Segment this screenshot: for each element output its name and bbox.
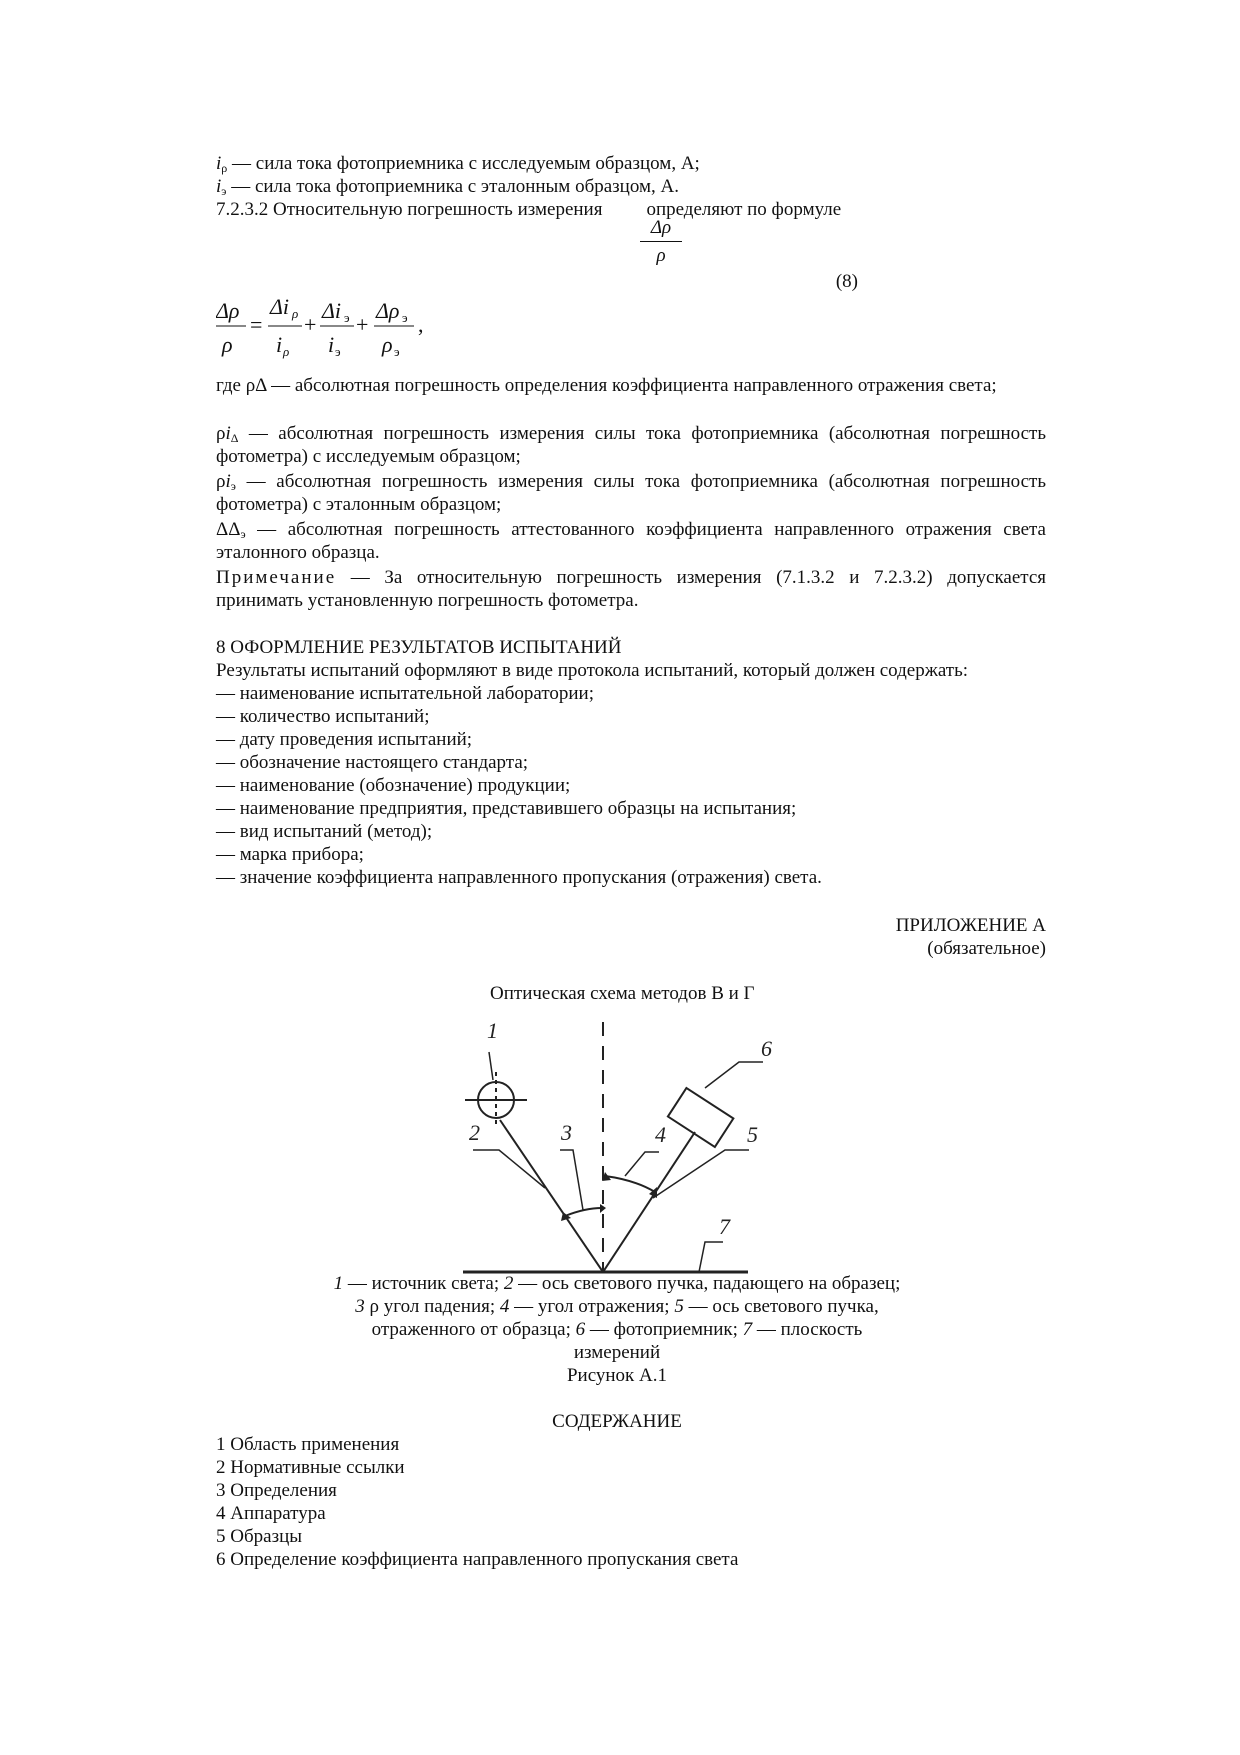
where-item bbox=[188, 518, 1046, 564]
symbol: i bbox=[216, 153, 222, 174]
section-8-title: 8 ОФОРМЛЕНИЕ РЕЗУЛЬТАТОВ ИСПЫТАНИЙ bbox=[216, 637, 622, 658]
definition-text: — сила тока фотоприемника с эталонным образцом, А. bbox=[226, 176, 679, 197]
list-item: — вид испытаний (метод); bbox=[216, 821, 433, 842]
definition-text: — сила тока фотоприемника с исследуемым образцом, А; bbox=[227, 153, 700, 174]
contents-item[interactable]: 2 Нормативные ссылки bbox=[216, 1457, 405, 1478]
where-subscript: э bbox=[230, 479, 236, 493]
where-symbol: где ρΔ bbox=[216, 375, 267, 396]
formula-sub: ρ bbox=[283, 344, 290, 359]
subscript: ρ bbox=[221, 161, 228, 175]
figure-caption-line: отраженного от образца; 6 — фотоприемник; 7 — плоскость bbox=[371, 1319, 863, 1340]
contents-title: СОДЕРЖАНИЕ bbox=[552, 1411, 682, 1432]
subscript: э bbox=[221, 184, 227, 198]
formula-sub: э bbox=[344, 310, 350, 325]
where-symbol: ρi bbox=[216, 423, 231, 444]
list-item: — марка прибора; bbox=[216, 844, 364, 865]
figure-label: 1 bbox=[487, 1018, 498, 1043]
note-label: Примечание bbox=[216, 567, 337, 588]
leader-line bbox=[625, 1152, 659, 1176]
definition-i-rho bbox=[188, 152, 1046, 175]
list-item: — наименование (обозначение) продукции; bbox=[216, 775, 571, 796]
figure-caption-line: измерений bbox=[573, 1342, 661, 1363]
formula-term: Δi bbox=[270, 294, 290, 319]
leader-line bbox=[705, 1062, 763, 1088]
reflection-angle-arc bbox=[605, 1176, 655, 1192]
where-item bbox=[188, 470, 1046, 516]
formula-sub: э bbox=[394, 344, 400, 359]
figure-title: Оптическая схема методов В и Г bbox=[490, 983, 755, 1004]
figure-caption-line: 1 — источник света; 2 — ось светового пучка, падающего на образец; bbox=[333, 1273, 901, 1294]
formula-comma: , bbox=[418, 312, 424, 337]
clause-text-a: 7.2.3.2 Относительную погрешность измерения bbox=[216, 199, 603, 220]
where-subscript: э bbox=[240, 527, 246, 541]
formula-term: i bbox=[328, 332, 335, 357]
where-item bbox=[188, 374, 1046, 397]
where-text: — абсолютная погрешность измерения силы тока фотоприемника (абсолютная погрешность фотометра) с исследуемым образцом; bbox=[216, 423, 1046, 467]
contents-item[interactable]: 6 Определение коэффициента направленного пропускания света bbox=[216, 1549, 739, 1570]
where-text: — абсолютная погрешность измерения силы тока фотоприемника (абсолютная погрешность фотометра) с эталонным образцом; bbox=[216, 471, 1046, 515]
where-symbol: ΔΔ bbox=[216, 519, 241, 540]
contents-item[interactable]: 3 Определения bbox=[216, 1480, 337, 1501]
formula-term: ρ bbox=[382, 332, 393, 357]
figure-label: 4 bbox=[655, 1122, 666, 1147]
appendix-subtitle: (обязательное) bbox=[927, 938, 1046, 959]
list-item: — наименование предприятия, представившего образцы на испытания; bbox=[216, 798, 797, 819]
leader-line bbox=[699, 1242, 723, 1272]
where-symbol: ρi bbox=[216, 471, 231, 492]
formula-term: Δρ bbox=[216, 298, 240, 323]
formula-8 bbox=[216, 294, 476, 360]
note-text: — За относительную погрешность измерения (7.1.3.2 и 7.2.3.2) допускается принимать установленную погрешность фотометра. bbox=[216, 567, 1046, 611]
where-subscript: Δ bbox=[230, 431, 239, 445]
contents-item[interactable]: 1 Область применения bbox=[216, 1434, 400, 1455]
formula-sub: э bbox=[402, 310, 408, 325]
formula-term: ρ bbox=[222, 332, 233, 357]
where-text: — абсолютная погрешность аттестованного коэффициента направленного отражения света эталонного образца. bbox=[216, 519, 1046, 563]
formula-term: Δρ bbox=[376, 298, 400, 323]
figure-label: 3 bbox=[561, 1120, 572, 1145]
formula-plus: + bbox=[304, 312, 317, 337]
contents-item[interactable]: 5 Образцы bbox=[216, 1526, 303, 1547]
where-text: — абсолютная погрешность определения коэффициента направленного отражения света; bbox=[266, 375, 997, 396]
appendix-title: ПРИЛОЖЕНИЕ А bbox=[895, 915, 1046, 936]
list-item: — значение коэффициента направленного пропускания (отражения) света. bbox=[216, 867, 822, 888]
formula-plus: + bbox=[356, 312, 369, 337]
list-item: — количество испытаний; bbox=[216, 706, 430, 727]
equation-number: (8) bbox=[835, 271, 858, 292]
fraction-denominator: ρ bbox=[656, 245, 666, 266]
inline-fraction bbox=[636, 216, 686, 267]
note bbox=[188, 566, 1046, 612]
list-item: — обозначение настоящего стандарта; bbox=[216, 752, 529, 773]
figure-label: 5 bbox=[747, 1122, 758, 1147]
formula-sub: ρ bbox=[292, 306, 299, 321]
optical-scheme-figure bbox=[463, 1010, 823, 1280]
figure-caption-line: 3 ρ угол падения; 4 — угол отражения; 5 — ось светового пучка, bbox=[355, 1296, 879, 1317]
formula-term: i bbox=[276, 332, 283, 357]
formula-equals: = bbox=[250, 312, 263, 337]
definition-i-e bbox=[188, 175, 1046, 198]
figure-label: 7 bbox=[719, 1214, 730, 1239]
symbol: i bbox=[216, 176, 222, 197]
reflected-beam bbox=[603, 1132, 695, 1272]
clause-7-2-3-2 bbox=[188, 198, 1046, 221]
leader-line bbox=[489, 1052, 493, 1080]
figure-number: Рисунок А.1 bbox=[566, 1365, 668, 1386]
fraction-numerator: Δρ bbox=[650, 217, 672, 238]
where-item bbox=[188, 422, 1046, 468]
clause-text-b: определяют по формуле bbox=[646, 199, 842, 220]
formula-sub: э bbox=[335, 344, 341, 359]
figure-label: 2 bbox=[469, 1120, 480, 1145]
leader-line bbox=[560, 1150, 583, 1210]
list-item: — дату проведения испытаний; bbox=[216, 729, 473, 750]
list-item: — наименование испытательной лаборатории; bbox=[216, 683, 594, 704]
contents-item[interactable]: 4 Аппаратура bbox=[216, 1503, 326, 1524]
incident-beam bbox=[500, 1120, 603, 1272]
section-8-intro: Результаты испытаний оформляют в виде протокола испытаний, который должен содержать: bbox=[216, 660, 969, 681]
formula-term: Δi bbox=[322, 298, 342, 323]
arrowhead bbox=[600, 1204, 606, 1213]
figure-label: 6 bbox=[761, 1036, 772, 1061]
photoreceiver-icon bbox=[668, 1088, 733, 1147]
fraction-bar bbox=[640, 241, 682, 242]
